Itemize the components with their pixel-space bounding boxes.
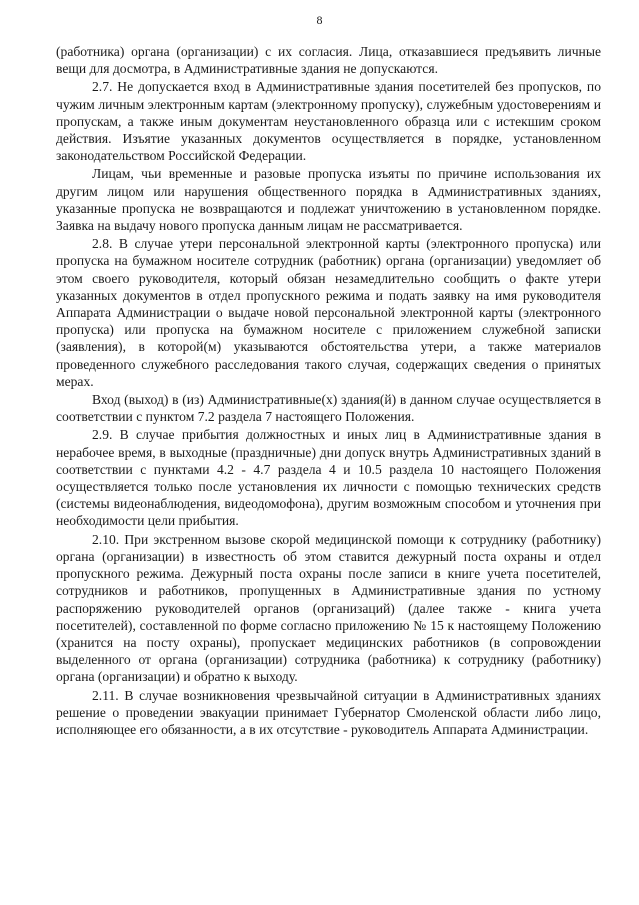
paragraph-2-9: 2.9. В случае прибытия должностных и иных лиц в Административные здания в нерабочее время, в выходные (праздничные) дни допуск внутрь Административных зданий в соответствии с пунктами 4.2 - 4.7 раздела 4 и 10.5 раздела 10 настоящего Положения осуществляется только после установления их личности с помощью технических средств (системы видеонаблюдения, видеодомофона), другим возможным способом и уточнения при необходимости цели прибытия. xyxy=(56,427,601,529)
paragraph-2-8-entry-exit: Вход (выход) в (из) Административные(х) здания(й) в данном случае осуществляется в соответствии с пунктом 7.2 раздела 7 настоящего Положения. xyxy=(56,392,601,425)
paragraph-2-10: 2.10. При экстренном вызове скорой медицинской помощи к сотруднику (работнику) органа (организации) в известность об этом ставится дежурный поста охраны и отдел пропускного режима. Дежурный поста охраны после записи в книге учета посетителей, сотрудников и работников, пропущенных в Административные здания по устному распоряжению руководителей органов (организаций) (далее также - книга учета посетителей), составленной по форме согласно приложению № 15 к настоящему Положению (хранится на посту охраны), пропускает медицинских работников (в сопровождении выделенного от органа (организации) сотрудника (работника) к сотруднику (работнику) органа (организации) и обратно к выходу. xyxy=(56,531,601,685)
page-number: 8 xyxy=(316,13,323,27)
paragraph-continuation: (работника) органа (организации) с их согласия. Лица, отказавшиеся предъявить личные вещи для досмотра, в Административные здания не допускаются. xyxy=(56,44,601,77)
paragraph-2-7-revoked-passes: Лицам, чьи временные и разовые пропуска изъяты по причине использования их другим лицом или нарушения общественного порядка в Административных зданиях, указанные пропуска не возвращаются и подлежат уничтожению в установленном порядке. Заявка на выдачу нового пропуска данным лицам не рассматривается. xyxy=(56,166,601,234)
paragraph-2-8: 2.8. В случае утери персональной электронной карты (электронного пропуска) или пропуска на бумажном носителе сотрудник (работник) органа (организации) уведомляет об этом своего руководителя, который обязан незамедлительно сообщить о факте утери указанных документов в отдел пропускного режима и подать заявку на имя руководителя Аппарата Администрации о выдаче новой персональной электронной карты (электронного пропуска) или пропуска на бумажном носителе с приложением служебной записки (заявления), в которой(м) указываются обстоятельства утери, а также материалов проведенного служебного расследования такого случая, содержащих сведения о принятых мерах. xyxy=(56,236,601,389)
document-body xyxy=(56,43,601,739)
paragraph-2-11: 2.11. В случае возникновения чрезвычайной ситуации в Административных зданиях решение о проведении эвакуации принимает Губернатор Смоленской области либо лицо, исполняющее его обязанности, а в их отсутствие - руководитель Аппарата Администрации. xyxy=(56,687,601,737)
paragraph-2-7: 2.7. Не допускается вход в Административные здания посетителей без пропусков, по чужим личным электронным картам (электронному пропуску), служебным удостоверениям и пропускам, а также иным документам неустановленного образца или с истекшим сроком действия. Изъятие указанных документов осуществляется в порядке, установленном законодательством Российской Федерации. xyxy=(56,79,601,164)
